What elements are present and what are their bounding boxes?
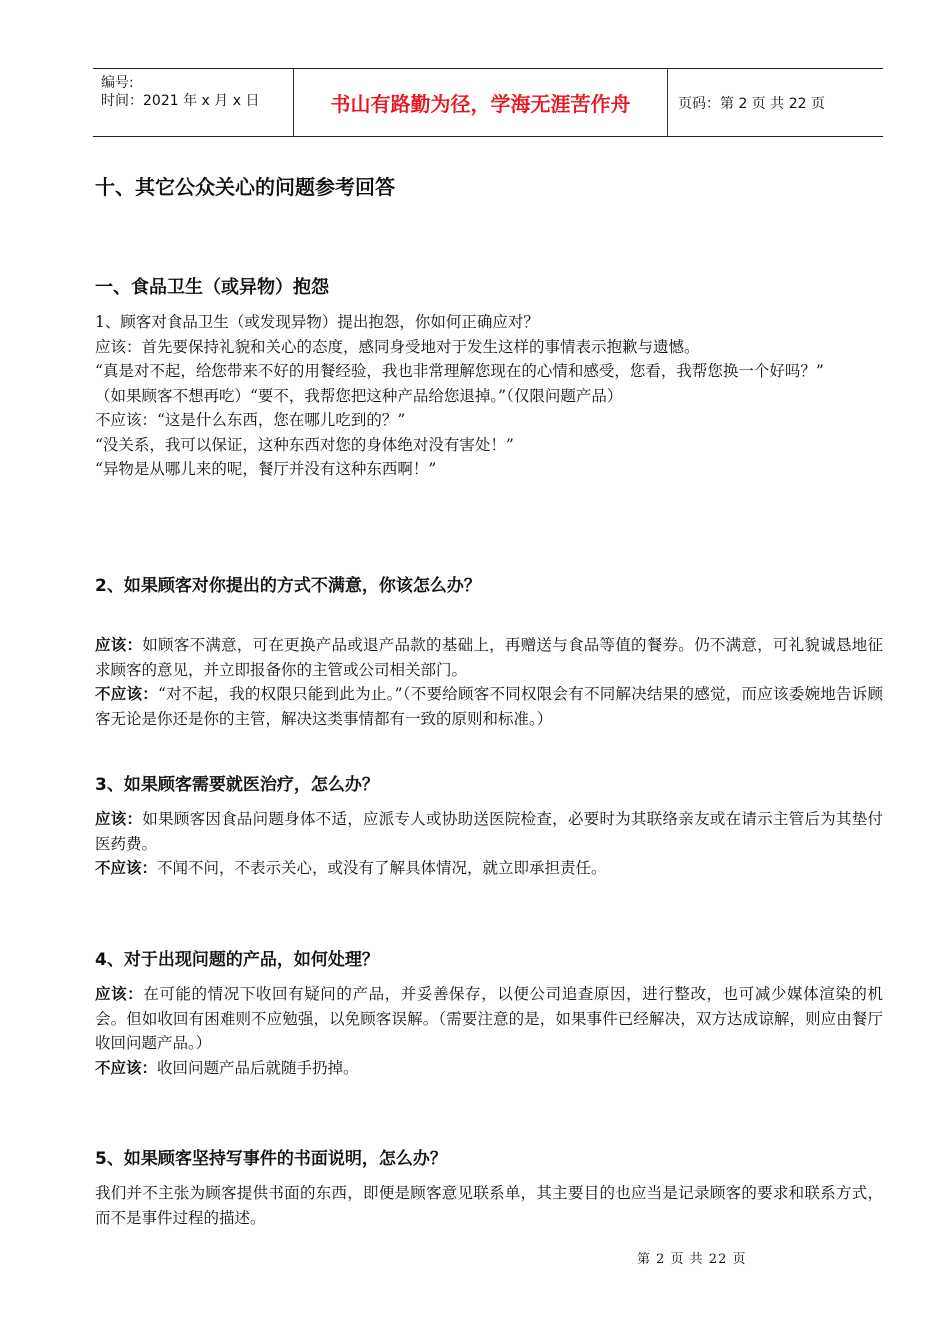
q3-heading: 3、如果顾客需要就医治疗，怎么办？ — [95, 775, 379, 795]
section1-line: 应该：首先要保持礼貌和关心的态度，感同身受地对于发生这样的事情表示抱歉与遗憾。 — [95, 337, 700, 356]
q2-heading: 2、如果顾客对你提出的方式不满意，你该怎么办？ — [95, 576, 481, 596]
should-label: 应该： — [95, 636, 143, 654]
q5-heading: 5、如果顾客坚持写事件的书面说明，怎么办？ — [95, 1149, 447, 1169]
q4-shouldnt — [95, 1056, 883, 1081]
section1-body — [95, 310, 883, 482]
section1-line: （如果顾客不想再吃）“要不，我帮您把这种产品给您退掉。”（仅限问题产品） — [95, 386, 623, 405]
q2-should — [95, 633, 883, 682]
page-footer: 第 2 页 共 22 页 — [637, 1252, 747, 1267]
q2-body — [95, 633, 883, 731]
shouldnt-label: 不应该： — [95, 1058, 158, 1077]
section1-line: 不应该：“这是什么东西，您在哪儿吃到的？” — [95, 411, 406, 429]
q5-body — [95, 1181, 883, 1230]
section1-line: “真是对不起，给您带来不好的用餐经验，我也非常理解您现在的心情和感受，您看，我帮您换一个好吗？” — [95, 362, 824, 380]
q5-text: 我们并不主张为顾客提供书面的东西，即便是顾客意见联系单，其主要目的也应当是记录顾客的要求和联系方式，而不是事件过程的描述。 — [95, 1184, 883, 1227]
time-label: 时间：2021 年 x 月 x 日 — [101, 93, 260, 109]
should-label: 应该： — [95, 810, 143, 828]
header-motto: 书山有路勤为径，学海无涯苦作舟 — [294, 69, 668, 136]
number-label: 编号: — [101, 75, 134, 91]
shouldnt-label: 不应该： — [95, 859, 158, 877]
should-text: 如果顾客因食品问题身体不适，应派专人或协助送医院检查，必要时为其联络亲友或在请示主管后为其垫付医药费。 — [95, 810, 883, 853]
header-table — [93, 68, 883, 137]
section1-line: “异物是从哪儿来的呢，餐厅并没有这种东西啊！” — [95, 460, 437, 478]
shouldnt-label: 不应该： — [95, 685, 158, 703]
should-text: 在可能的情况下收回有疑问的产品，并妥善保存，以便公司追查原因，进行整改，也可减少媒体渲染的机会。但如收回有困难则不应勉强，以免顾客误解。（需要注意的是，如果事件已经解决，双方达成谅解，则应由餐厅收回问题产品。） — [95, 985, 883, 1052]
q4-body — [95, 982, 883, 1080]
q4-should — [95, 982, 883, 1056]
section1-heading: 一、食品卫生（或异物）抱怨 — [95, 277, 329, 298]
page-title: 十、其它公众关心的问题参考回答 — [95, 175, 395, 199]
q2-shouldnt — [95, 682, 883, 731]
should-text: 如顾客不满意，可在更换产品或退产品款的基础上，再赠送与食品等值的餐券。仍不满意，可礼貌诚恳地征求顾客的意见，并立即报备你的主管或公司相关部门。 — [95, 636, 883, 679]
shouldnt-text: 收回问题产品后就随手扔掉。 — [157, 1058, 359, 1077]
q3-should — [95, 807, 883, 856]
q3-shouldnt — [95, 856, 883, 881]
should-label: 应该： — [95, 985, 144, 1003]
shouldnt-text: 不闻不问，不表示关心，或没有了解具体情况，就立即承担责任。 — [157, 859, 607, 877]
q4-heading: 4、对于出现问题的产品，如何处理？ — [95, 950, 379, 970]
q3-body — [95, 807, 883, 881]
header-page-number: 页码：第 2 页 共 22 页 — [678, 95, 825, 112]
header-meta-cell — [93, 69, 294, 136]
section1-line: 1、顾客对食品卫生（或发现异物）提出抱怨，你如何正确应对？ — [95, 313, 539, 331]
section1-line: “没关系，我可以保证，这种东西对您的身体绝对没有害处！” — [95, 435, 514, 454]
shouldnt-text: “对不起，我的权限只能到此为止。”（不要给顾客不同权限会有不同解决结果的感觉，而应该委婉地告诉顾客无论是你还是你的主管，解决这类事情都有一致的原则和标准。） — [95, 685, 883, 728]
